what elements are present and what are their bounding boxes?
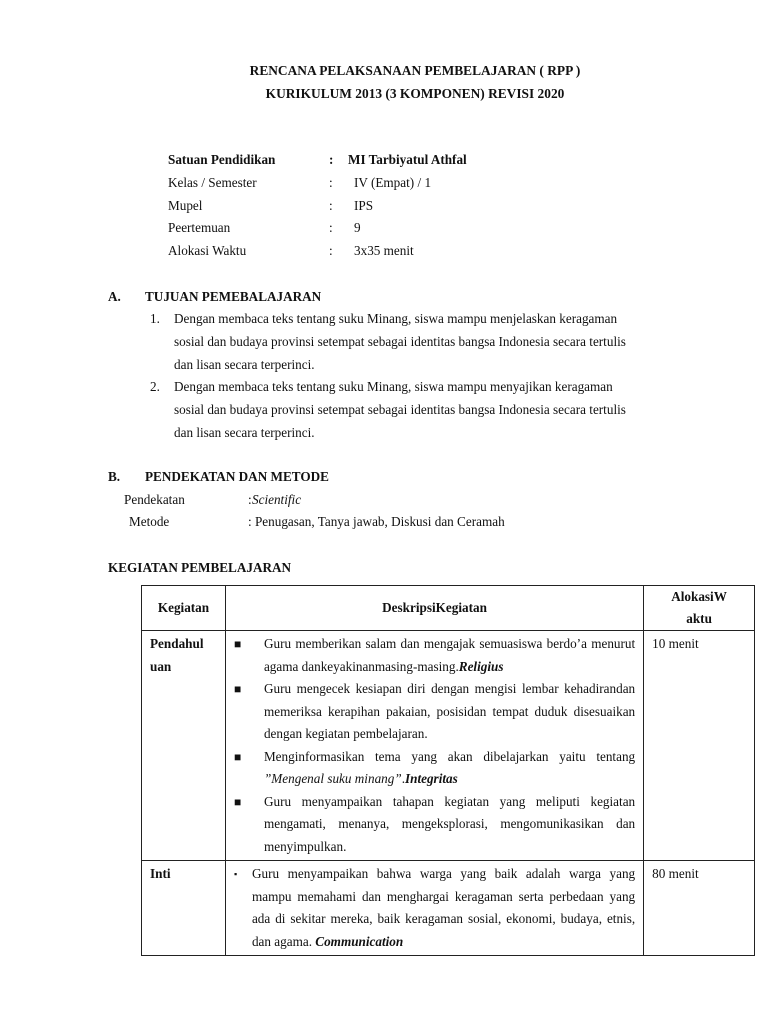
objective-line: sosial dan budaya provinsi setempat sebagai identitas bangsa Indonesia secara tertulis	[174, 334, 626, 349]
identity-value: MI Tarbiyatul Athfal	[348, 152, 467, 167]
objective-number: 2.	[150, 379, 160, 394]
pendekatan-value: Scientific	[252, 492, 302, 507]
character-tag: Religius	[458, 658, 504, 674]
objective-number: 1.	[150, 311, 160, 326]
identity-value: IPS	[354, 198, 374, 213]
document-title: RENCANA PELAKSANAAN PEMBELAJARAN ( RPP )	[249, 63, 581, 78]
identity-label: Satuan Pendidikan	[168, 152, 276, 167]
list-item-text	[252, 863, 635, 953]
table-row	[142, 631, 755, 861]
character-tag: Integritas	[404, 771, 458, 786]
list-item-text: Guru menyampaikan tahapan kegiatan yang meliputi kegiatan mengamati, menanya, mengeksplorasi, mengomunikasikan dan menyimpulkan.	[263, 793, 636, 854]
square-bullet-icon: ■	[233, 749, 242, 764]
identity-colon: :	[329, 243, 333, 258]
item-text: Guru menyampaikan bahwa warga yang baik adalah warga yang mampu memahami dan menghargai keragaman serta perbedaan yang ada di sekitar mereka, baik keragaman sosial, ekonomi, budaya, etnis, dan agama.	[251, 866, 636, 949]
activities-table	[141, 585, 755, 956]
alokasi-cell: 10 menit	[644, 631, 755, 861]
metode-label: Metode	[129, 514, 170, 529]
column-header-deskripsi-label: DeskripsiKegiatan	[382, 599, 487, 615]
square-bullet-icon: ■	[233, 637, 242, 651]
alokasi-cell: 80 menit	[644, 861, 755, 956]
list-item	[232, 791, 635, 859]
kegiatan-name-line: uan	[150, 658, 172, 674]
item-separator: .	[401, 771, 405, 786]
deskripsi-cell	[225, 631, 643, 861]
identity-colon: :	[329, 175, 333, 190]
kegiatan-cell: Inti	[142, 861, 226, 956]
list-item	[232, 863, 635, 953]
table-row	[142, 861, 755, 956]
column-header-kegiatan	[142, 586, 226, 631]
pendekatan-label: Pendekatan	[124, 492, 185, 507]
identity-value: 3x35 menit	[354, 243, 414, 258]
table-header-row	[142, 586, 755, 631]
small-square-bullet-icon: ▪	[233, 869, 238, 879]
list-item-text	[264, 633, 635, 678]
kegiatan-heading: KEGIATAN PEMBELAJARAN	[108, 560, 292, 575]
list-item	[232, 678, 635, 746]
identity-colon: :	[329, 198, 333, 213]
document-subtitle: KURIKULUM 2013 (3 KOMPONEN) REVISI 2020	[265, 86, 565, 101]
objective-line: dan lisan secara terperinci.	[174, 425, 315, 440]
metode-value: : Penugasan, Tanya jawab, Diskusi dan Ceramah	[248, 514, 505, 529]
column-header-alokasi	[644, 586, 755, 631]
column-header-kegiatan-label: Kegiatan	[157, 599, 210, 615]
pendekatan-colon: :	[248, 492, 252, 507]
section-b-title: PENDEKATAN DAN METODE	[145, 469, 329, 484]
identity-label: Peertemuan	[168, 220, 231, 235]
column-header-alokasi-line: AlokasiW	[671, 589, 727, 604]
list-item	[232, 746, 635, 791]
section-a-letter: A.	[108, 289, 121, 304]
identity-colon: :	[329, 220, 333, 235]
square-bullet-icon: ■	[233, 794, 242, 809]
section-b-letter: B.	[108, 469, 121, 484]
column-header-alokasi-line: aktu	[686, 611, 712, 626]
objective-line: sosial dan budaya provinsi setempat sebagai identitas bangsa Indonesia secara tertulis	[174, 402, 626, 417]
square-bullet-icon: ■	[233, 682, 242, 696]
identity-label: Mupel	[168, 198, 203, 213]
objective-line: dan lisan secara terperinci.	[174, 357, 315, 372]
item-quote: ”Mengenal suku minang”	[263, 771, 402, 786]
list-item-text	[264, 746, 635, 791]
deskripsi-cell	[225, 861, 643, 956]
list-item	[232, 633, 635, 678]
character-tag: Communication	[315, 933, 404, 949]
item-text: Menginformasikan tema yang akan dibelajarkan yaitu tentang	[263, 748, 636, 764]
section-a-title: TUJUAN PEMEBALAJARAN	[145, 289, 322, 304]
objective-line: Dengan membaca teks tentang suku Minang, siswa mampu menjelaskan keragaman	[174, 311, 618, 326]
objective-line: Dengan membaca teks tentang suku Minang, siswa mampu menyajikan keragaman	[174, 379, 613, 394]
column-header-deskripsi	[225, 586, 643, 631]
identity-value: IV (Empat) / 1	[354, 175, 432, 190]
identity-value: 9	[354, 220, 361, 235]
identity-colon: :	[329, 152, 334, 167]
list-item-text: Guru mengecek kesiapan diri dengan mengisi lembar kehadirandan memeriksa kerapihan pakaian, posisidan tempat duduk disesuaikan dengan kegiatan pembelajaran.	[263, 681, 636, 741]
identity-label: Alokasi Waktu	[168, 243, 247, 258]
kegiatan-cell	[142, 631, 226, 861]
item-text: Guru memberikan salam dan mengajak semuasiswa berdo’a menurut agama dankeyakinanmasing-masing.	[263, 636, 636, 674]
kegiatan-name-line: Pendahul	[150, 636, 204, 651]
identity-label: Kelas / Semester	[168, 175, 257, 190]
